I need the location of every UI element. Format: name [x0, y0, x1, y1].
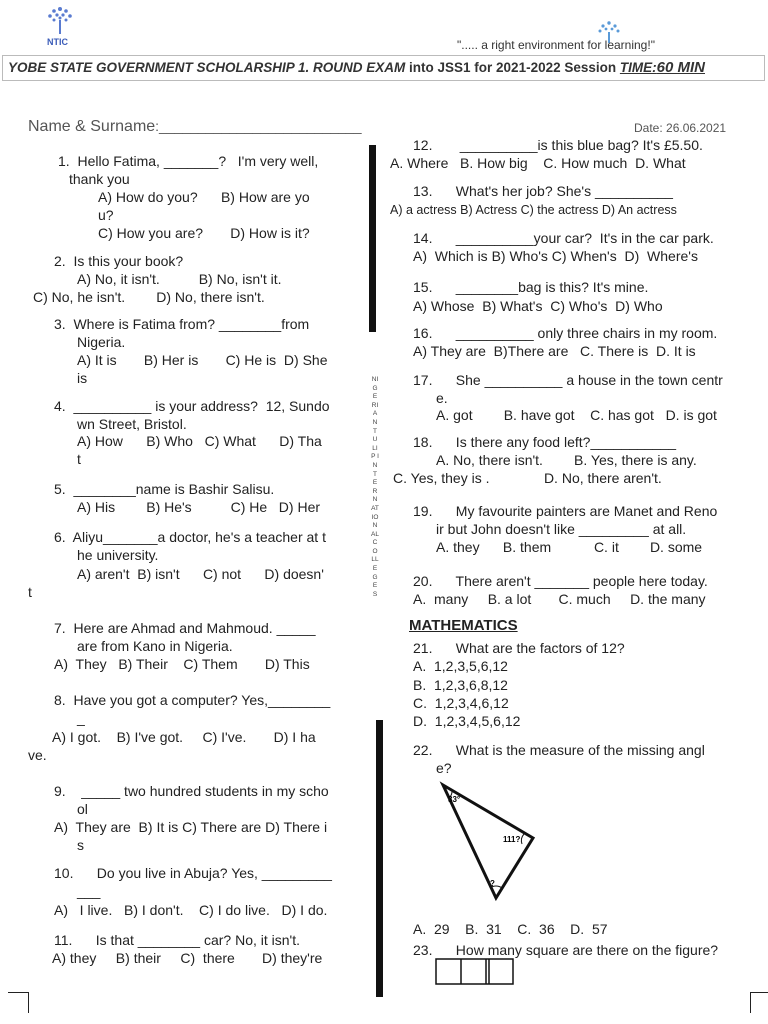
time-value: 60 MIN — [656, 59, 705, 76]
left-line: A) It is B) Her is C) He is D) She — [77, 352, 328, 368]
right-line: A) Whose B) What's C) Who's D) Who — [413, 298, 663, 314]
left-line: are from Kano in Nigeria. — [77, 638, 233, 654]
right-line: e? — [436, 760, 452, 776]
left-line: 4. __________ is your address? 12, Sundo — [54, 398, 330, 414]
right-line: A) They are B)There are C. There is D. It is — [413, 343, 696, 359]
left-line: A) they B) their C) there D) they're — [52, 950, 323, 966]
left-line: 7. Here are Ahmad and Mahmoud. _____ — [54, 620, 316, 636]
left-line: Nigeria. — [77, 334, 126, 350]
left-line: A) How do you? B) How are yo — [98, 189, 310, 205]
right-line: A. they B. them C. it D. some — [436, 539, 703, 555]
exam-date: Date: 26.06.2021 — [634, 121, 727, 135]
left-line: 1. Hello Fatima, _______? I'm very well, — [58, 153, 319, 169]
left-line: A) They B) Their C) Them D) This — [54, 656, 310, 672]
left-line: u? — [98, 207, 114, 223]
right-line: 19. My favourite painters are Manet and Reno — [413, 503, 718, 519]
right-line: A. 29 B. 31 C. 36 D. 57 — [413, 921, 608, 937]
section-heading-mathematics: MATHEMATICS — [409, 617, 518, 634]
divider-bottom — [376, 720, 383, 997]
left-line: t — [28, 584, 32, 600]
right-line: 16. __________ only three chairs in my room. — [413, 325, 718, 341]
left-line: A) No, it isn't. B) No, isn't it. — [77, 271, 282, 287]
right-line: 12. __________is this blue bag? It's £5.50. — [413, 137, 703, 153]
left-line: ve. — [28, 747, 47, 763]
square-outline — [436, 959, 513, 984]
left-line: t — [77, 451, 81, 467]
left-line: 10. Do you live in Abuja? Yes, _________ — [54, 865, 332, 881]
motto: "..... a right environment for learning!" — [457, 38, 655, 52]
name-blank: :__________________________ — [155, 118, 362, 134]
angle-label-top: 33° — [448, 795, 461, 804]
left-line: 9. _____ two hundred students in my scho — [54, 783, 329, 799]
name-label: Name & Surname — [28, 118, 156, 135]
corner-mark-left — [8, 992, 29, 1013]
exam-title — [8, 59, 705, 76]
exam-title-main: YOBE STATE GOVERNMENT SCHOLARSHIP 1. ROUND EXAM — [8, 60, 406, 75]
left-line: A) They are B) It is C) There are D) There i — [54, 819, 328, 835]
angle-label-bottom: ? — [490, 879, 495, 888]
time-label: TIME: — [619, 60, 657, 75]
right-line: ir but John doesn't like _________ at all. — [436, 521, 687, 537]
side-vertical-text: NIGERIAN TULIP INTERNATIONAL COLLEGES — [371, 376, 379, 598]
left-line: 2. Is this your book? — [54, 253, 184, 269]
left-line: thank you — [69, 171, 130, 187]
ntic-logo-icon — [38, 5, 82, 37]
logo-text: NTIC — [47, 37, 68, 47]
right-line: C. 1,2,3,4,6,12 — [413, 695, 509, 711]
right-line: A. got B. have got C. has got D. is got — [436, 407, 717, 423]
squares-figure — [435, 958, 515, 986]
left-line: ___ — [77, 883, 101, 899]
right-line: 23. How many square are there on the figure? — [413, 942, 719, 958]
left-line: A) aren't B) isn't C) not D) doesn' — [77, 566, 324, 582]
right-line: 15. ________bag is this? It's mine. — [413, 279, 649, 295]
left-line: _ — [77, 710, 85, 726]
left-line: 11. Is that ________ car? No, it isn't. — [54, 932, 300, 948]
right-line: A. 1,2,3,5,6,12 — [413, 658, 508, 674]
left-line: A) I got. B) I've got. C) I've. D) I ha — [52, 729, 316, 745]
right-line: 21. What are the factors of 12? — [413, 640, 625, 656]
corner-mark-right — [750, 992, 768, 1013]
left-line: A) How B) Who C) What D) Tha — [77, 433, 322, 449]
left-line: is — [77, 370, 88, 386]
right-line: 14. __________your car? It's in the car park. — [413, 230, 714, 246]
right-line: 20. There aren't _______ people here today. — [413, 573, 708, 589]
left-line: 3. Where is Fatima from? ________from — [54, 316, 310, 332]
right-line: 17. She __________ a house in the town centr — [413, 372, 723, 388]
left-line: ol — [77, 801, 88, 817]
angle-arc-mid — [521, 834, 524, 844]
exam-title-rest: into JSS1 for 2021-2022 Session — [405, 60, 620, 75]
right-line: 18. Is there any food left?___________ — [413, 434, 677, 450]
left-line: s — [77, 837, 84, 853]
left-line: C) No, he isn't. D) No, there isn't. — [33, 289, 265, 305]
left-line: A) His B) He's C) He D) Her — [77, 499, 321, 515]
right-line: A) a actress B) Actress C) the actress D) An actress — [390, 203, 677, 217]
right-line: e. — [436, 390, 448, 406]
right-line: A. Where B. How big C. How much D. What — [390, 155, 686, 171]
right-line: 13. What's her job? She's __________ — [413, 183, 673, 199]
triangle-figure — [438, 780, 538, 905]
left-line: 8. Have you got a computer? Yes,________ — [54, 692, 331, 708]
right-line: B. 1,2,3,6,8,12 — [413, 677, 508, 693]
left-line: A) I live. B) I don't. C) I do live. D) I do. — [54, 902, 328, 918]
right-line: D. 1,2,3,4,5,6,12 — [413, 713, 521, 729]
left-line: 6. Aliyu_______a doctor, he's a teacher at t — [54, 529, 326, 545]
left-line: wn Street, Bristol. — [77, 416, 187, 432]
name-row — [28, 118, 362, 136]
right-line: A) Which is B) Who's C) When's D) Where's — [413, 248, 698, 264]
right-line: 22. What is the measure of the missing angl — [413, 742, 705, 758]
angle-label-mid: 111? — [503, 835, 521, 844]
left-line: he university. — [77, 547, 159, 563]
right-line: C. Yes, they is . D. No, there aren't. — [393, 470, 662, 486]
right-line: A. No, there isn't. B. Yes, there is any. — [436, 452, 697, 468]
divider-top — [369, 145, 376, 332]
left-line: C) How you are? D) How is it? — [98, 225, 310, 241]
left-line: 5. ________name is Bashir Salisu. — [54, 481, 275, 497]
right-line: A. many B. a lot C. much D. the many — [413, 591, 706, 607]
